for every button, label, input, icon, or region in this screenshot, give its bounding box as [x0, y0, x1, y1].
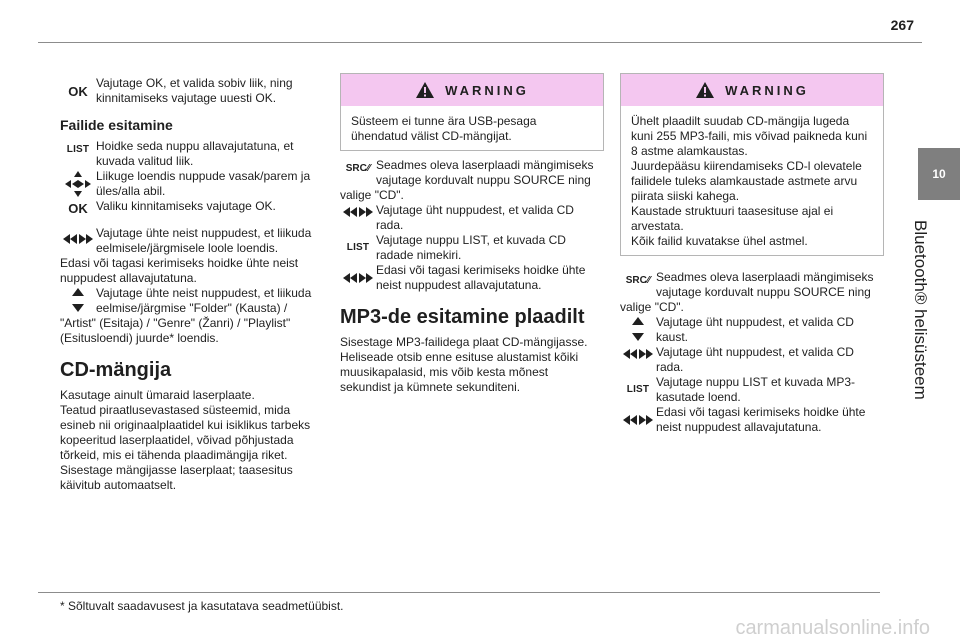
track-instruction — [620, 345, 882, 375]
warning-header — [621, 74, 883, 106]
paragraph: Liikuge loendis nuppude vasak/parem ja üles/alla abil. — [96, 169, 311, 198]
warning-line: Kõik failid kuvatakse ühel astmel. — [631, 234, 808, 248]
scroll-instruction — [340, 263, 602, 293]
up-down-arrows-icon — [60, 286, 96, 312]
paragraph: Vajutage nuppu LIST, et kuvada CD radade nimekiri. — [376, 233, 566, 262]
four-way-arrows-icon — [60, 169, 96, 199]
source-instruction — [620, 270, 882, 300]
prev-next-arrows-icon — [340, 263, 376, 283]
paragraph: Kasutage ainult ümaraid laserplaate. — [60, 388, 255, 402]
paragraph: Vajutage üht nuppudest, et valida CD rada. — [656, 345, 854, 374]
column-3 — [620, 270, 882, 435]
warning-header — [341, 74, 603, 106]
warning-line: Kaustade struktuuri taasesituse ajal ei arvestata. — [631, 204, 834, 233]
warning-box — [620, 73, 884, 256]
paragraph: Sisestage MP3-failidega plaat CD-mängijasse. — [340, 335, 588, 349]
warning-box — [340, 73, 604, 151]
paragraph: "Artist" (Esitaja) / "Genre" (Žanri) / "Playlist" — [60, 316, 291, 330]
ok-button-icon: OK — [68, 84, 88, 99]
paragraph: (Esitusloendi) juurde* loendis. — [60, 331, 219, 345]
column-2 — [340, 158, 602, 395]
column-1 — [60, 76, 322, 493]
paragraph: Vajutage ühte neist nuppudest, et liikuda eelmisele/järgmisele loole loendis. — [96, 226, 312, 255]
warning-text — [621, 106, 883, 255]
skip-instruction — [60, 226, 322, 256]
warning-title: WARNING — [725, 82, 809, 98]
paragraph: Edasi või tagasi kerimiseks hoidke ühte neist nuppudest allavajutatuna. — [656, 405, 866, 434]
ok-instruction — [60, 76, 322, 106]
paragraph: Vajutage ühte neist nuppudest, et liikuda eelmise/järgmise "Folder" (Kausta) / — [96, 286, 312, 315]
watermark: carmanualsonline.info — [735, 617, 930, 639]
paragraph: Hoidke seda nuppu allavajutatuna, et kuvada valitud liik. — [96, 139, 294, 168]
list-instruction — [60, 139, 322, 169]
footnote: * Sõltuvalt saadavusest ja kasutatava seadmetüübist. — [60, 599, 344, 613]
source-label: SRC — [345, 163, 367, 174]
ok-confirm-instruction — [60, 199, 322, 216]
paragraph: valige "CD". — [340, 188, 404, 202]
paragraph: Vajutage üht nuppudest, et valida CD kaust. — [656, 315, 854, 344]
chapter-title-vertical — [908, 220, 928, 580]
section-heading: CD-mängija — [60, 359, 172, 381]
paragraph: Edasi või tagasi kerimiseks hoidke ühte neist nuppudest allavajutatuna. — [376, 263, 586, 292]
warning-triangle-icon — [695, 81, 715, 99]
prev-next-arrows-icon — [620, 405, 656, 425]
ok-button-icon: OK — [68, 201, 88, 216]
list-instruction — [620, 375, 882, 405]
header-divider — [38, 42, 922, 43]
warning-title: WARNING — [445, 82, 529, 98]
footer-divider — [38, 592, 880, 593]
paragraph: Seadmes oleva laserplaadi mängimiseks vajutage korduvalt nuppu SOURCE ning — [376, 158, 594, 187]
warning-line: Juurdepääsu kiirendamiseks CD-l olevatele failidele tuleks alamkaustade astmete arvu piirata siiski kahega. — [631, 159, 862, 203]
list-button-icon: LIST — [66, 144, 90, 155]
track-instruction — [340, 203, 602, 233]
chapter-title: Bluetooth® helisüsteem — [911, 220, 930, 400]
prev-next-arrows-icon — [60, 226, 96, 244]
source-instruction — [340, 158, 602, 188]
section-heading: Failide esitamine — [60, 117, 173, 133]
navigate-instruction — [60, 169, 322, 199]
page-number: 267 — [890, 17, 914, 33]
chapter-tab[interactable]: 10 — [918, 148, 960, 200]
scroll-instruction — [620, 405, 882, 435]
paragraph: Seadmes oleva laserplaadi mängimiseks vajutage korduvalt nuppu SOURCE ning — [656, 270, 874, 299]
list-button-icon: LIST — [626, 384, 650, 395]
paragraph: Heliseade otsib enne esituse alustamist kõiki muusikapalasid, mis võib kesta mõnest sekundist ja kümnete sekunditeni. — [340, 350, 579, 394]
source-symbol-icon: ⁄⁄ — [366, 163, 371, 174]
list-button-icon: LIST — [346, 242, 370, 253]
paragraph: Vajutage OK, et valida sobiv liik, ning kinnitamiseks vajutage uuesti OK. — [96, 76, 293, 105]
up-down-arrows-icon — [620, 315, 656, 341]
paragraph: Sisestage mängijasse laserplaat; taasesitus käivitub automaatselt. — [60, 463, 293, 492]
list-instruction — [340, 233, 602, 263]
prev-next-arrows-icon — [620, 345, 656, 359]
warning-line: Ühelt plaadilt suudab CD-mängija lugeda kuni 255 MP3-faili, mis võivad paikneda kuni 8 astme alamkaustas. — [631, 114, 868, 158]
source-button-icon — [620, 270, 656, 288]
paragraph: Teatud piraatlusevastased süsteemid, mida esineb nii originaalplaatidel kui isiklikus tarbeks kopeeritud laserplaatidel, võivad põhjustada tõrkeid, mis ei tähenda plaadimängija riket. — [60, 403, 311, 462]
source-button-icon — [340, 158, 376, 176]
warning-triangle-icon — [415, 81, 435, 99]
source-label: SRC — [625, 275, 647, 286]
section-heading: MP3-de esitamine plaadilt — [340, 306, 585, 328]
prev-next-arrows-icon — [340, 203, 376, 217]
paragraph: valige "CD". — [620, 300, 684, 314]
paragraph: Edasi või tagasi kerimiseks hoidke ühte neist nuppudest allavajutatuna. — [60, 256, 299, 285]
paragraph: Vajutage nuppu LIST et kuvada MP3-kasutade loend. — [656, 375, 856, 404]
source-symbol-icon: ⁄⁄ — [646, 275, 651, 286]
paragraph: Vajutage üht nuppudest, et valida CD rada. — [376, 203, 574, 232]
paragraph: Valiku kinnitamiseks vajutage OK. — [96, 199, 276, 213]
folder-instruction — [620, 315, 882, 345]
warning-text: Süsteem ei tunne ära USB-pesaga ühendatud välist CD-mängijat. — [351, 114, 537, 143]
folder-instruction — [60, 286, 322, 316]
